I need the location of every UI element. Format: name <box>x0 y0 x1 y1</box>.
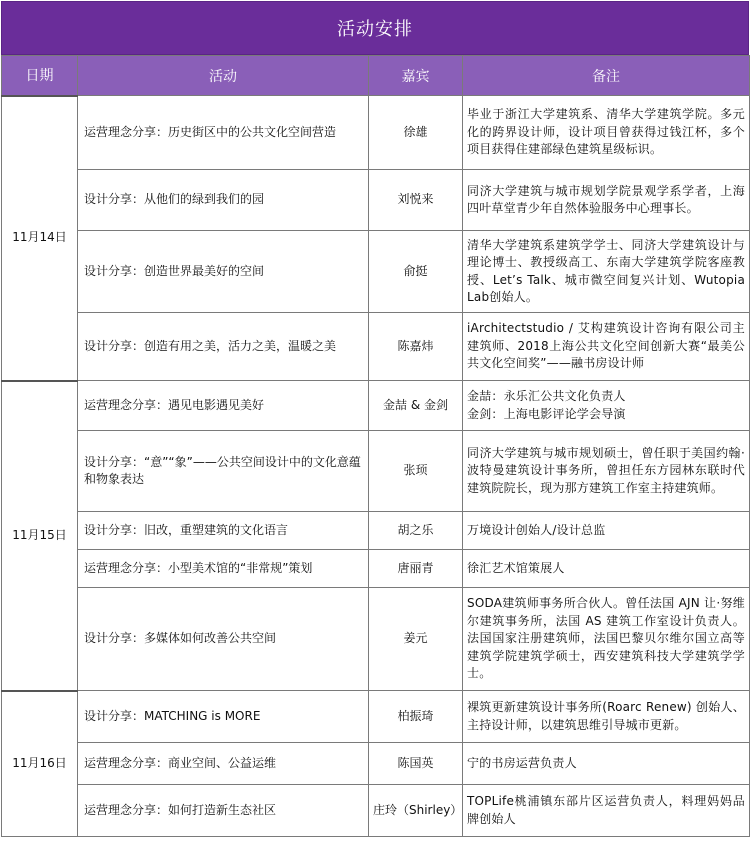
guest-cell: 唐丽青 <box>369 550 463 588</box>
table-row <box>2 743 750 785</box>
page-title: 活动安排 <box>1 1 749 55</box>
table-row <box>2 785 750 837</box>
table-row <box>2 96 750 170</box>
activity-cell: 设计分享：MATCHING is MORE <box>78 691 369 743</box>
note-cell: 宁的书房运营负责人 <box>463 743 750 785</box>
column-header-activity: 活动 <box>78 56 369 96</box>
column-header-date: 日期 <box>2 56 78 96</box>
note-cell: 清华大学建筑系建筑学学士、同济大学建筑设计与理论博士、教授级高工、东南大学建筑学院客座教授、Let’s Talk、城市微空间复兴计划、Wutopia Lab创始人。 <box>463 231 750 313</box>
activity-cell: 设计分享：从他们的绿到我们的园 <box>78 170 369 231</box>
table-row <box>2 170 750 231</box>
activity-cell: 运营理念分享：如何打造新生态社区 <box>78 785 369 837</box>
header-row <box>2 56 750 96</box>
table-row <box>2 231 750 313</box>
note-cell: iArchitectstudio / 艾构建筑设计咨询有限公司主建筑师、2018上海公共文化空间创新大赛“最美公共文化空间奖”——融书房设计师 <box>463 313 750 381</box>
table-row <box>2 512 750 550</box>
table-row <box>2 550 750 588</box>
note-cell: 同济大学建筑与城市规划学院景观学系学者，上海四叶草堂青少年自然体验服务中心理事长。 <box>463 170 750 231</box>
date-cell: 11月14日 <box>2 96 78 381</box>
guest-cell: 徐雄 <box>369 96 463 170</box>
guest-cell: 刘悦来 <box>369 170 463 231</box>
table-row <box>2 381 750 431</box>
table-row <box>2 588 750 691</box>
table-row <box>2 431 750 512</box>
note-cell: 金喆：永乐汇公共文化负责人 金剑：上海电影评论学会导演 <box>463 381 750 431</box>
activity-cell: 运营理念分享：小型美术馆的“非常规”策划 <box>78 550 369 588</box>
activity-cell: 运营理念分享：遇见电影遇见美好 <box>78 381 369 431</box>
note-cell: 同济大学建筑与城市规划硕士，曾任职于美国约翰·波特曼建筑设计事务所，曾担任东方园林东联时代建筑院院长，现为那方建筑工作室主持建筑师。 <box>463 431 750 512</box>
note-cell: 万境设计创始人/设计总监 <box>463 512 750 550</box>
note-cell: 毕业于浙江大学建筑系、清华大学建筑学院。多元化的跨界设计师，设计项目曾获得过钱江杯，多个项目获得住建部绿色建筑星级标识。 <box>463 96 750 170</box>
guest-cell: 张顼 <box>369 431 463 512</box>
table-row <box>2 691 750 743</box>
guest-cell: 庄玲（Shirley） <box>369 785 463 837</box>
note-cell: 徐汇艺术馆策展人 <box>463 550 750 588</box>
schedule-table <box>1 55 750 837</box>
activity-cell: 设计分享：创造世界最美好的空间 <box>78 231 369 313</box>
note-cell: SODA建筑师事务所合伙人。曾任法国 AJN 让·努维尔建筑事务所，法国 AS 建筑工作室设计负责人。法国国家注册建筑师，法国巴黎贝尔维尔国立高等建筑学院建筑学硕士，西安建筑科技大学建筑学学士。 <box>463 588 750 691</box>
schedule-sheet <box>1 1 749 845</box>
guest-cell: 柏振琦 <box>369 691 463 743</box>
note-cell: 裸筑更新建筑设计事务所(Roarc Renew) 创始人、主持设计师，以建筑思维引导城市更新。 <box>463 691 750 743</box>
activity-cell: 运营理念分享：商业空间、公益运维 <box>78 743 369 785</box>
guest-cell: 俞挺 <box>369 231 463 313</box>
guest-cell: 胡之乐 <box>369 512 463 550</box>
guest-cell: 金喆 & 金剑 <box>369 381 463 431</box>
date-cell: 11月16日 <box>2 691 78 837</box>
activity-cell: 运营理念分享：历史街区中的公共文化空间营造 <box>78 96 369 170</box>
guest-cell: 陈嘉炜 <box>369 313 463 381</box>
activity-cell: 设计分享：多媒体如何改善公共空间 <box>78 588 369 691</box>
guest-cell: 陈国英 <box>369 743 463 785</box>
table-row <box>2 313 750 381</box>
activity-cell: 设计分享：“意”“象”——公共空间设计中的文化意蕴和物象表达 <box>78 431 369 512</box>
activity-cell: 设计分享：旧改，重塑建筑的文化语言 <box>78 512 369 550</box>
date-cell: 11月15日 <box>2 381 78 691</box>
activity-cell: 设计分享：创造有用之美，活力之美，温暖之美 <box>78 313 369 381</box>
guest-cell: 姜元 <box>369 588 463 691</box>
note-cell: TOPLife桃浦镇东部片区运营负责人，料理妈妈品牌创始人 <box>463 785 750 837</box>
column-header-guest: 嘉宾 <box>369 56 463 96</box>
column-header-note: 备注 <box>463 56 750 96</box>
